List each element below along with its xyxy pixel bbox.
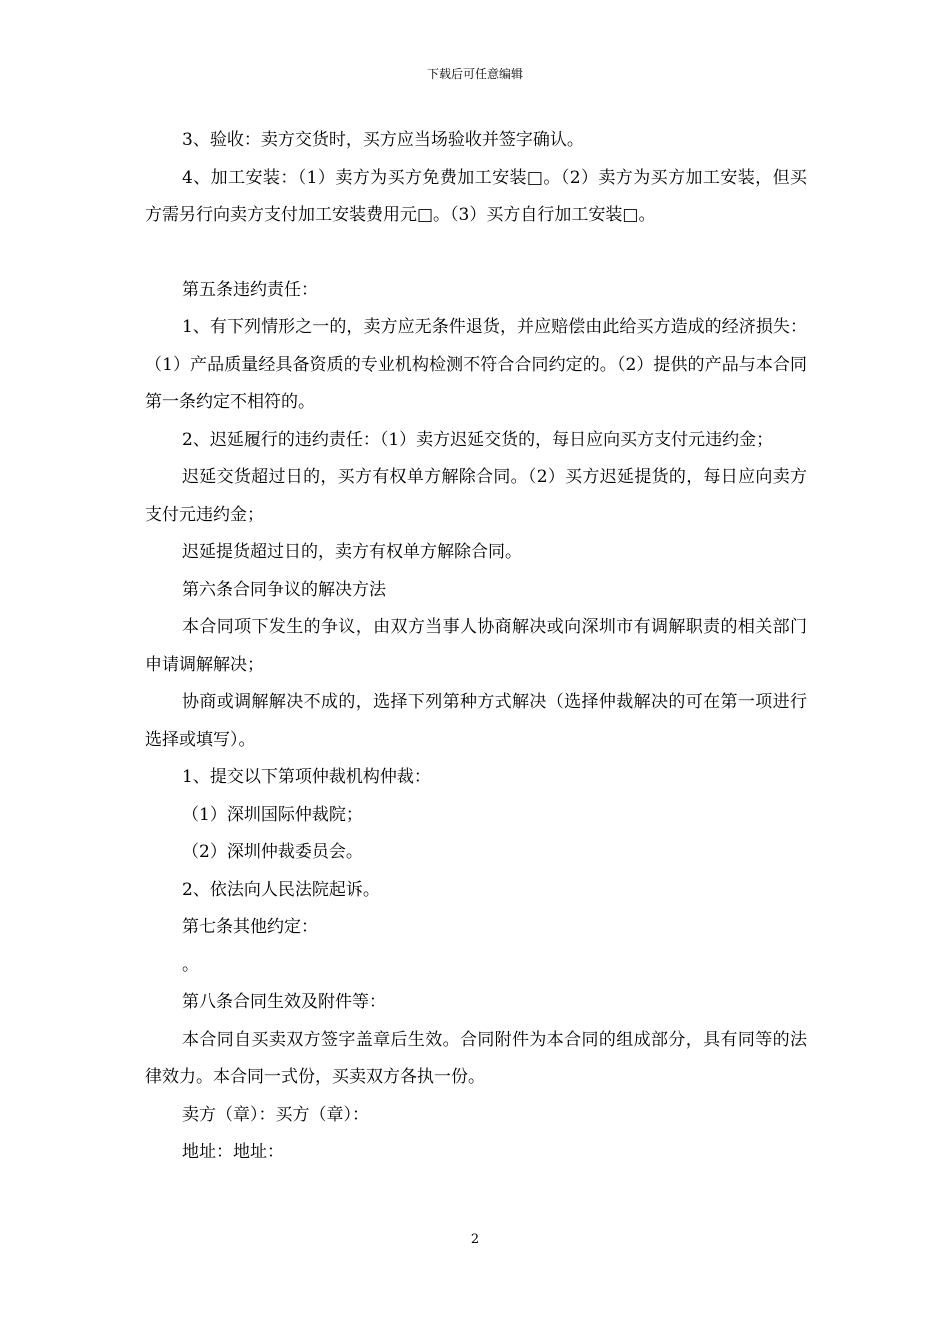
clause-delivery-delay: 迟延交货超过日的，买方有权单方解除合同。（2）买方迟延提货的，每日应向卖方支付元违约金；: [145, 467, 807, 525]
signature-line: 卖方（章）：买方（章）：: [182, 1104, 369, 1125]
clause-dispute-options: 协商或调解解决不成的，选择下列第种方式解决（选择仲裁解决的可在第一项进行选择或填写）。: [145, 692, 807, 750]
clause-installation: 4、加工安装：（1）卖方为买方免费加工安装□。（2）卖方为买方加工安装，但买方需另行向卖方支付加工安装费用元□。（3）买方自行加工安装□。: [145, 167, 807, 225]
clause-lawsuit: 2、依法向人民法院起诉。: [182, 879, 380, 900]
page-header: 下载后可任意编辑: [426, 67, 523, 81]
clause-delay-liability: 2、迟延履行的违约责任：（1）卖方迟延交货的，每日应向买方支付元违约金；: [182, 429, 774, 450]
blank-line: [145, 235, 807, 272]
address-line: 地址：地址：: [182, 1142, 284, 1162]
clause-arbitration: 1、提交以下第项仲裁机构仲裁：: [182, 767, 431, 787]
article-5-heading: 第五条违约责任：: [182, 279, 318, 300]
option-shenzhen-court-intl: （1）深圳国际仲裁院；: [182, 804, 363, 825]
page-number: 2: [470, 1232, 480, 1247]
clause-dispute-mediation: 本合同项下发生的争议，由双方当事人协商解决或向深圳市有调解职责的相关部门申请调解解决；: [145, 617, 807, 675]
option-shenzhen-commission: （2）深圳仲裁委员会。: [182, 842, 363, 862]
article-7-heading: 第七条其他约定：: [182, 917, 318, 937]
clause-acceptance: 3、验收：卖方交货时，买方应当场验收并签字确认。: [182, 130, 584, 150]
article-6-heading: 第六条合同争议的解决方法: [182, 579, 386, 600]
clause-return-conditions: 1、有下列情形之一的，卖方应无条件退货，并应赔偿由此给买方造成的经济损失：（1）产品质量经具备资质的专业机构检测不符合合同约定的。（2）提供的产品与本合同第一条约定不相符的。: [145, 317, 807, 412]
article-7-body: 。: [182, 954, 199, 975]
document-body: [145, 122, 807, 1172]
article-8-heading: 第八条合同生效及附件等：: [182, 992, 386, 1012]
clause-effectiveness: 本合同自买卖双方签字盖章后生效。合同附件为本合同的组成部分，具有同等的法律效力。本合同一式份，买卖双方各执一份。: [145, 1029, 807, 1087]
clause-pickup-delay: 迟延提货超过日的，卖方有权单方解除合同。: [182, 542, 522, 562]
